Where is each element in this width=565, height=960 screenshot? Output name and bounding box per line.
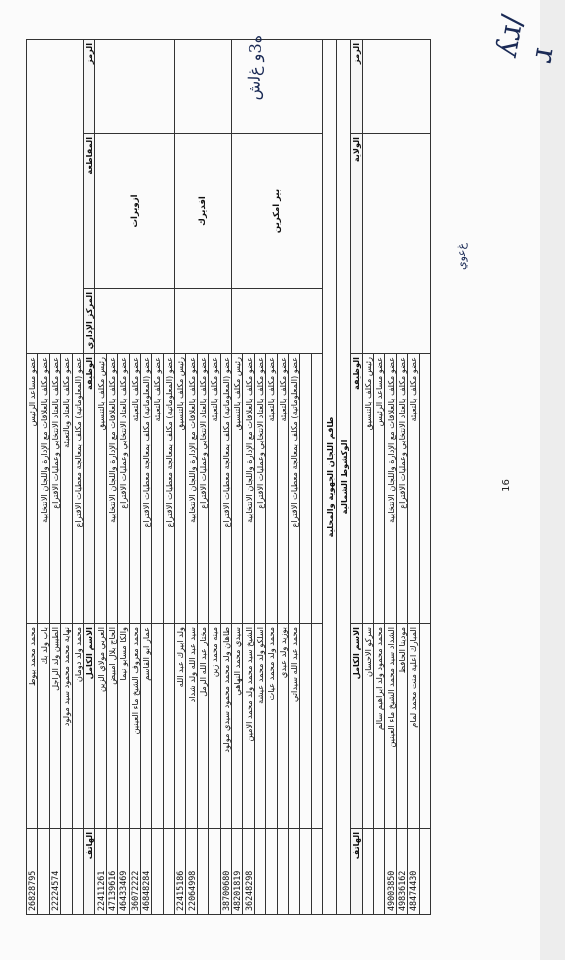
phone-cell: 26828795 <box>27 829 38 915</box>
table-row: اسلكو ولد محمد عيشة عضو مكلف بالعتاد الانتخابي وعمليات الاقتراع <box>254 39 265 914</box>
table-header-row <box>83 39 94 914</box>
section-heading-row <box>337 39 351 914</box>
table-row: 48201819 سيدي محمد النهاهي رئيس مكلف بالتنسيق بير امكرين <box>232 39 243 914</box>
phone-cell: 22224574 <box>49 829 60 915</box>
table-row: مينه محمد زين عضو مكلف بالتعبئة <box>209 39 220 914</box>
role-cell: عضو مكلف بالعتاد وبالتعبئة <box>61 354 72 624</box>
table-row: 49836162 مودينا الحافظ عضو مكلف بالعتاد الانتخابي وعمليات الاقتراع <box>396 39 407 914</box>
name-cell: نهاية محمد محمود سيد مولود <box>61 624 72 829</box>
table-row: سركو الاحسان رئيس مكلف بالتنسيق <box>362 39 373 914</box>
table-row: 47139616 الحاج بلال امبيض عضو مكلف بالعلاقات مع الإدارة واللجان الانتخابية <box>106 39 117 914</box>
role-cell: عضو مكلف بالعلاقات مع الإدارة واللجان الانتخابية <box>38 354 49 624</box>
table-row: 22411261 العربي مولاي الزين رئيس مكلف بالتنسيق ازويرات <box>95 39 106 914</box>
header-name: الاسم الكامل <box>83 624 94 829</box>
handwritten-signature: ʎɹ/ɹ <box>488 12 561 66</box>
header-role: الوظيفة <box>83 354 94 624</box>
header-center: المركز الإداري <box>83 289 94 354</box>
table-row: 22415186 ولد ابيرك عبد الله رئيس مكلف بالتنسيق افديرك <box>175 39 186 914</box>
members-table <box>26 39 431 915</box>
table-row: مختار عبد الله الرمل عضو مكلف بالعتاد الانتخابي وعمليات الاقتراع <box>197 39 208 914</box>
section-heading-row <box>323 39 337 914</box>
table-row: عضو (المعلوماتية) مكلف بمعالجة معطيات الاقتراع <box>163 39 174 914</box>
table-row <box>27 39 38 914</box>
table-row: عضو مكلف بالتعبئة <box>152 39 163 914</box>
name-cell: محمد محمد بيوط <box>27 624 38 829</box>
table-row: محمد محمود ولد ابراهيم سالم عضو مساعد الرئيس <box>373 39 384 914</box>
table-row: 46433469 والكا مسابو نيما عضو مكلف بالعتاد الانتخابي وعمليات الاقتراع <box>118 39 129 914</box>
table-row: محمد ولد محمد عيات عضو مكلف بالتعبئة <box>266 39 277 914</box>
table-row: 38700680 طاهان ولد محمد محمود سيدي مولود عضو (المعلوماتية) مكلف بمعالجة معطيات الاقتراع <box>220 39 231 914</box>
table-header-row: الهاتف الاسم الكامل الوظيفة الولاية الرمز <box>351 39 362 914</box>
header-code: الرمز <box>83 39 94 133</box>
section-title: طاقم اللجان الجهوية والمحلية <box>323 39 337 914</box>
table-row: 48474430 المبارك اعلية منت محمد لمام عضو مكلف بالتعبئة <box>408 39 419 914</box>
region-zwerat: ازويرات <box>95 134 175 289</box>
empty-merged-cell <box>27 39 84 353</box>
page-number: 16 <box>500 479 512 492</box>
table-row: 22064998 سيد عبد الله ولد شداد عضو مكلف بالعلاقات مع الإدارة واللجان الانتخابية <box>186 39 197 914</box>
phone-cell <box>38 829 49 915</box>
role-cell: عضو مساعد الرئيس <box>27 354 38 624</box>
header-wilaya: الولاية <box>351 134 362 354</box>
role-cell: عضو (المعلوماتية) مكلف بمعالجة معطيات الاقتراع <box>72 354 83 624</box>
phone-cell <box>72 829 83 915</box>
table-row: 36248298 الشيخ سيد محمد ولد محمد الامين عضو مكلف بالعلاقات مع الإدارة واللجان الانتخابية <box>243 39 254 914</box>
name-cell: محمد ولد دومان <box>72 624 83 829</box>
table-row: محمد عبد الله سيداتي عضو (المعلوماتية) مكلف بمعالجة معطيات الاقتراع <box>288 39 299 914</box>
table-row: 36072222 محمد معروف الشيخ ماء العينين عضو مكلف بالتعبئة <box>129 39 140 914</box>
header-phone: الهاتف <box>83 829 94 915</box>
header-region: المقاطعة <box>83 134 94 289</box>
table-row: بوزيد ولد عبدي عضو مكلف بالتعبئة <box>277 39 288 914</box>
handwritten-initials: ﻩ3ﻭ ﻍﻟﺵ <box>244 34 266 101</box>
region-bir-moghrein: بير امكرين <box>232 134 323 289</box>
table-row: 49003850 الشداد سيد محمد الشيخ ماء العينين عضو مكلف بالعلاقات مع الإدارة واللجان الانتخابية <box>385 39 396 914</box>
rotated-table-container <box>26 40 512 915</box>
phone-cell <box>61 829 72 915</box>
name-cell: الطيبين ولد الراجل <box>49 624 60 829</box>
role-cell: عضو مكلف بالعتاد الانتخابي وعمليات الاقتراع <box>49 354 60 624</box>
section-subtitle: الوكشوط الشمالية <box>337 39 351 914</box>
table-row: 46848284 عمار ابو القاسم عضو (المعلوماتية) مكلف بمعالجة معطيات الاقتراع <box>140 39 151 914</box>
handwritten-mark: ﻍﻋﻭﻱ <box>455 242 469 271</box>
name-cell: باب ولد بك <box>38 624 49 829</box>
region-fdirik: افديرك <box>175 134 232 289</box>
